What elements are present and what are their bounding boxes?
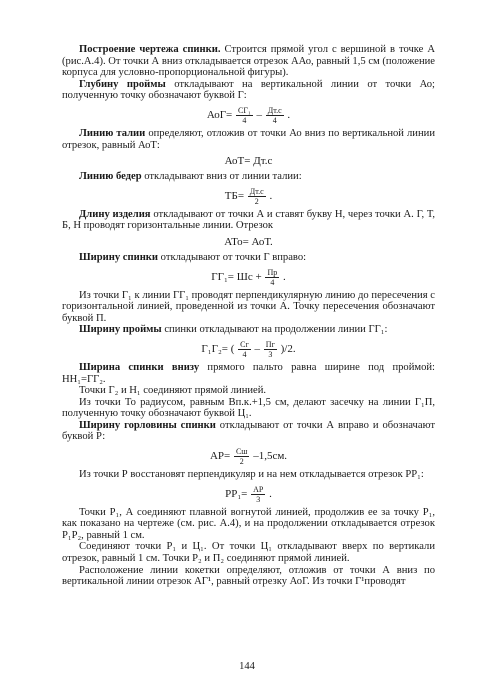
fraction: $\frac{Дт.с}{4}$ (267, 105, 282, 125)
paragraph-neck-width: Ширину горловины спинки откладывают от точки А вправо и обозначают буквой Р: (62, 419, 435, 443)
fraction: $\frac{Пг}{3}$ (265, 339, 275, 359)
paragraph-connect-points: Точки Г₂ и Н₁ соединяют прямой линией. (79, 385, 267, 397)
paragraph-garment-length: Длину изделия откладывают от точки А и ставят букву Н, через точки А. Г, Т, Б, Н проводят горизонтальные линии. Отрезок (62, 208, 435, 232)
paragraph-hip-line: Линию бедер откладывают вниз от линии талии: (79, 171, 302, 183)
formula-gg1: ГГ₁= Шс + $\frac{Пр}{4}$ . (211, 267, 286, 287)
formula-aog: АоГ= $\frac{\text{СГ₁}}{4}$ – $\frac{Дт.с}{4}$ . (206, 105, 291, 125)
paragraph-back-construction: Построение чертежа спинки. Строится прямой угол с вершиной в точке А (рис.А.4). От точки А вниз откладывается отрезок ААо, равный 1,5 см (положение корпуса для условно-пропорциональной фигуры). (62, 44, 435, 79)
fraction: $\frac{АР}{3}$ (253, 484, 264, 504)
fraction: $\frac{Дт.с}{2}$ (249, 186, 264, 206)
paragraph-waist-line: Линию талии определяют, отложив от точки Ао вниз по вертикальной линии отрезок, равный АоТ: (62, 127, 435, 151)
paragraph-concave-line: Точки Р₁, А соединяют плавной вогнутой линией, продолжив ее за точку Р₁, как показано на чертеже (см. рис. А.4), и на продолжении откладывается отрезок Р₁Р₂, равный 1 см. (62, 506, 435, 541)
formula-pp1: РР₁= $\frac{АР}{3}$ . (225, 484, 272, 504)
formula-tb: ТБ= $\frac{Дт.с}{2}$ . (224, 186, 273, 206)
page-number: 144 (239, 661, 255, 672)
paragraph-back-width: Ширину спинки откладывают от точки Г вправо: (79, 251, 307, 263)
fraction: $\frac{Сг}{4}$ (240, 339, 249, 359)
paragraph-armhole-width: Ширину проймы спинки откладывают на продолжении линии ГГ₁: (79, 324, 388, 336)
text-column (62, 44, 435, 588)
fraction: $\frac{Сш}{2}$ (235, 447, 248, 467)
paragraph-perpendicular: Из точки Г₁ к линии ГГ₁ проводят перпендикулярную линию до пересечения с горизонтальной линией, проведенной из точки А. Точку пересечения обозначают буквой П. (62, 289, 435, 324)
formula-aot: АоТ= Дт.с (224, 155, 273, 168)
fraction: $\frac{\text{СГ₁}}{4}$ (238, 105, 251, 125)
paragraph-perpendicular-p: Из точки Р восстановят перпендикуляр и на нем откладывается отрезок РР₁: (79, 469, 424, 481)
paragraph-radius-mark: Из точки То радиусом, равным Вп.к.+1,5 см, делают засечку на линии Г₁П, полученную точку обозначают буквой Ц₁. (62, 396, 435, 420)
paragraph-armhole-depth: Глубину проймы откладывают на вертикальной линии от точки Ао; полученную точку обозначают буквой Г: (62, 78, 436, 102)
formula-ar: АР= $\frac{Сш}{2}$ –1,5см. (209, 447, 288, 467)
paragraph-connect-p1-c1: Соединяют точки Р₁ и Ц₁. От точки Ц₁ откладывают вверх по вертикали отрезок, равный 1 см. Точки Р₂ и П₂ соединяют прямой линией. (62, 541, 435, 565)
formula-ato: АТо= АоТ. (224, 235, 273, 248)
paragraph-yoke-line: Расположение линии кокетки определяют, отложив от точки А вниз по вертикальной линии отрезок АГ¹, равный отрезку АоГ. Из точки Г¹проводят (62, 564, 435, 588)
paragraph-bottom-width: Ширина спинки внизу прямого пальто равна ширине под проймой: НН₁=ГГ₂. (62, 361, 435, 385)
fraction: $\frac{Пр}{4}$ (267, 267, 278, 287)
formula-g1g2: Г₁Г₂= ( $\frac{Сг}{4}$ – $\frac{Пг}{3}$ )/2. (201, 339, 296, 359)
